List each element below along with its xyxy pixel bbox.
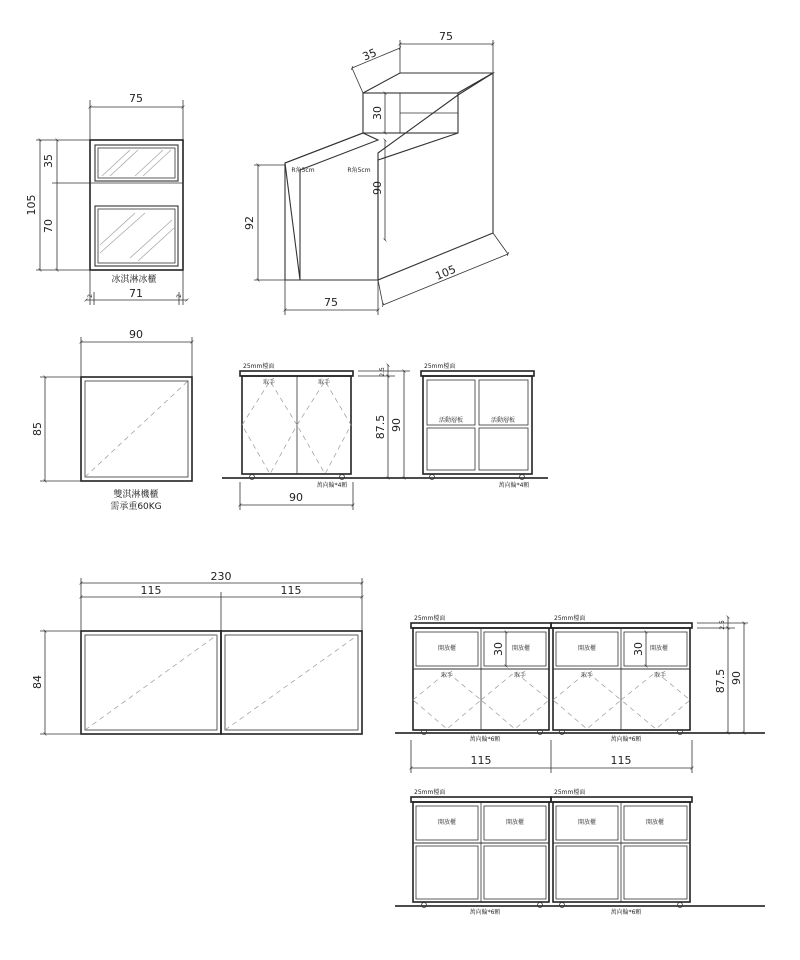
freezer-gap-right: 2 [176, 294, 183, 298]
cabinet-back-shelf-right: 活動層板 [490, 417, 516, 424]
long-front-top-thickness: 2.5 [719, 620, 726, 630]
iso-radius-right: R角5cm [347, 167, 371, 174]
freezer-caption: 冰淇淋冰櫃 [111, 275, 157, 285]
freezer-gap-left: 2 [87, 294, 94, 298]
long-front-open-height-left: 30 [492, 642, 505, 656]
cabinet-front-handle-right: 取手 [317, 379, 331, 386]
cabinet-back-view [421, 362, 534, 489]
cabinet-front-total-height: 90 [390, 418, 403, 432]
cabinet-back-wheels: 萬向輪*4顆 [498, 482, 530, 489]
cabinet-front-width: 90 [289, 491, 303, 504]
freezer-height-bottom: 70 [42, 219, 55, 233]
long-back-open-2: 開放櫃 [505, 819, 525, 826]
cabinet-front-top-label: 25mm檯面 [243, 363, 275, 370]
long-top-height: 84 [31, 675, 44, 689]
long-top-right: 115 [280, 584, 302, 597]
freezer-width-bottom: 71 [129, 287, 143, 300]
long-back-wheels-right: 萬向輪*6顆 [610, 909, 642, 916]
cabinet-front-wheels: 萬向輪*4顆 [316, 482, 348, 489]
long-front-handle-3: 取手 [580, 672, 594, 679]
isometric-view [243, 30, 508, 315]
iso-radius-left: R角5cm [291, 167, 315, 174]
freezer-height-top: 35 [42, 154, 55, 168]
long-back-top-label-left: 25mm檯面 [414, 789, 446, 796]
long-back-open-4: 開放櫃 [645, 819, 665, 826]
long-front-handle-2: 取手 [513, 672, 527, 679]
freezer-front-view [25, 92, 187, 305]
freezer-height-total: 105 [25, 194, 38, 216]
long-top-total: 230 [210, 570, 232, 583]
cabinet-front-top-thickness: 2.5 [379, 367, 386, 377]
cabinet-front-handle-left: 取手 [262, 379, 276, 386]
long-front-open-3: 開放櫃 [577, 645, 597, 652]
iso-height-92: 92 [243, 216, 256, 230]
long-front-view [395, 614, 765, 773]
long-back-open-1: 開放櫃 [437, 819, 457, 826]
long-front-width-left: 115 [470, 754, 492, 767]
long-front-wheels-left: 萬向輪*6顆 [469, 736, 501, 743]
machine-top-width: 90 [129, 328, 143, 341]
iso-base-width: 75 [324, 296, 338, 309]
long-back-top-label-right: 25mm檯面 [554, 789, 586, 796]
long-front-wheels-right: 萬向輪*6顆 [610, 736, 642, 743]
long-front-top-label-right: 25mm檯面 [554, 615, 586, 622]
long-top-left: 115 [140, 584, 162, 597]
long-front-open-1: 開放櫃 [437, 645, 457, 652]
long-front-open-height-right: 30 [632, 642, 645, 656]
long-front-open-4: 開放櫃 [649, 645, 669, 652]
long-back-view [395, 788, 765, 916]
cabinet-front-body-height: 87.5 [374, 414, 387, 440]
cabinet-back-top-label: 25mm檯面 [424, 363, 456, 370]
long-front-total-height: 90 [730, 671, 743, 685]
machine-top-view [31, 328, 192, 512]
long-front-top-label-left: 25mm檯面 [414, 615, 446, 622]
iso-shelf-height: 30 [371, 106, 384, 120]
long-front-body-height: 87.5 [714, 668, 727, 694]
machine-top-height: 85 [31, 422, 44, 436]
long-front-handle-1: 取手 [440, 672, 454, 679]
iso-height-90: 90 [371, 181, 384, 195]
long-back-open-3: 開放櫃 [577, 819, 597, 826]
long-back-wheels-left: 萬向輪*6顆 [469, 909, 501, 916]
long-front-open-2: 開放櫃 [511, 645, 531, 652]
cabinet-back-shelf-left: 活動層板 [438, 417, 464, 424]
long-front-width-right: 115 [610, 754, 632, 767]
iso-depth: 35 [360, 46, 379, 64]
iso-length: 105 [433, 262, 458, 283]
machine-caption-line1: 雙淇淋機櫃 [113, 490, 159, 500]
long-top-view [31, 570, 362, 734]
long-front-handle-4: 取手 [653, 672, 667, 679]
freezer-width-top: 75 [129, 92, 143, 105]
iso-width: 75 [439, 30, 453, 43]
machine-caption-line2: 需承重60KG [110, 502, 162, 512]
